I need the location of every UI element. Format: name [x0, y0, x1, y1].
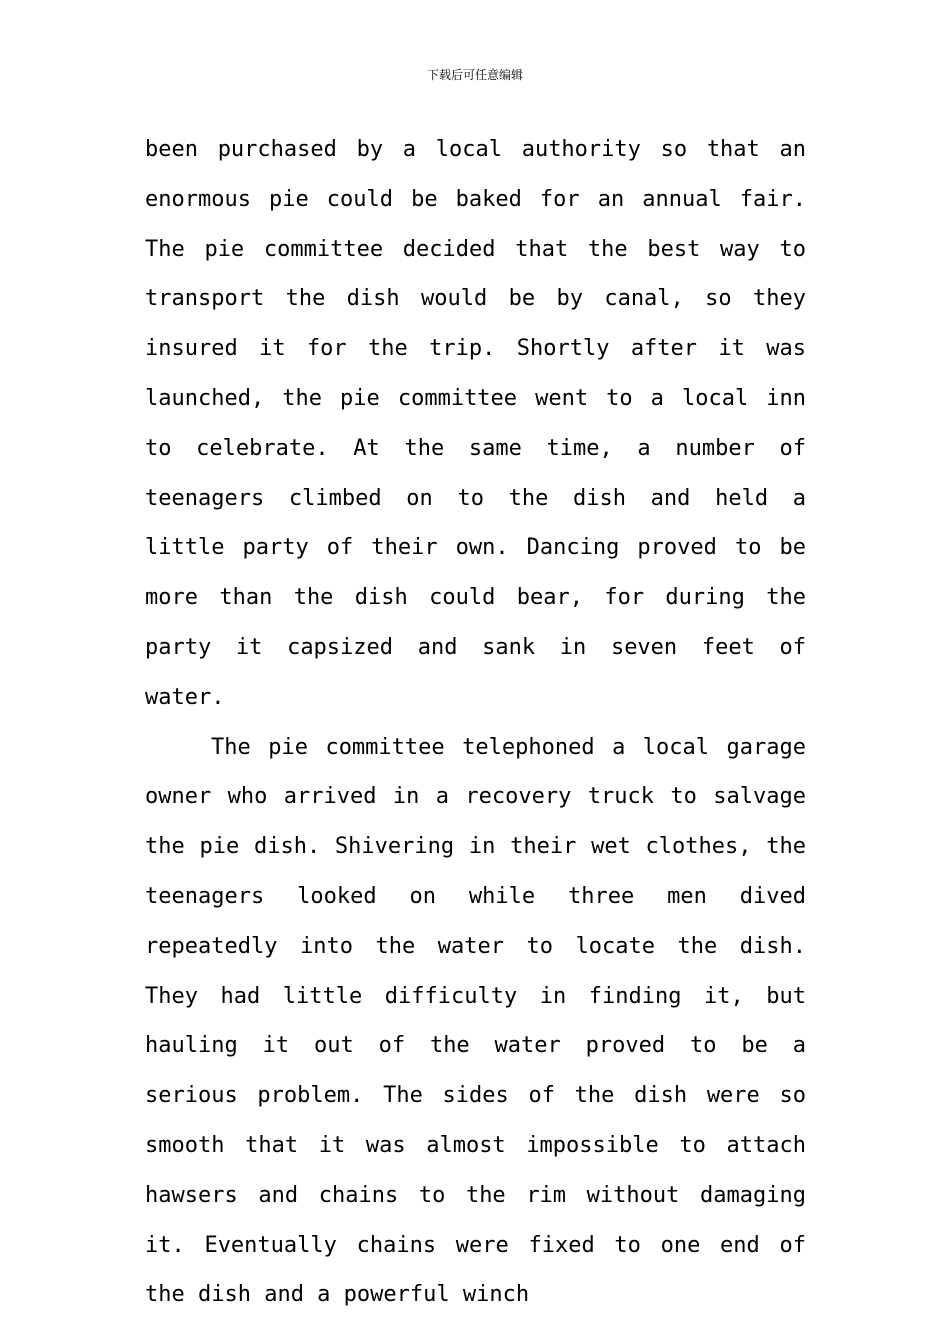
paragraph-2: The pie committee telephoned a local garage owner who arrived in a recovery truck to salvage the pie dish. Shivering in their wet clothes, the teenagers looked on while three men dived repeatedly into the water to locate the dish. They had little difficulty in finding it, but hauling it out of the water proved to be a serious problem. The sides of the dish were so smooth that it was almost impossible to attach hawsers and chains to the rim without damaging it. Eventually chains were fixed to one end of the dish and a powerful winch: [145, 734, 806, 1308]
body-text: [145, 125, 806, 1320]
page-header-note: 下载后可任意编辑: [426, 68, 523, 82]
paragraph-1: been purchased by a local authority so that an enormous pie could be baked for an annual fair. The pie committee decided that the best way to transport the dish would be by canal, so they insured it for the trip. Shortly after it was launched, the pie committee went to a local inn to celebrate. At the same time, a number of teenagers climbed on to the dish and held a little party of their own. Dancing proved to be more than the dish could bear, for during the party it capsized and sank in seven feet of water.: [145, 137, 806, 710]
